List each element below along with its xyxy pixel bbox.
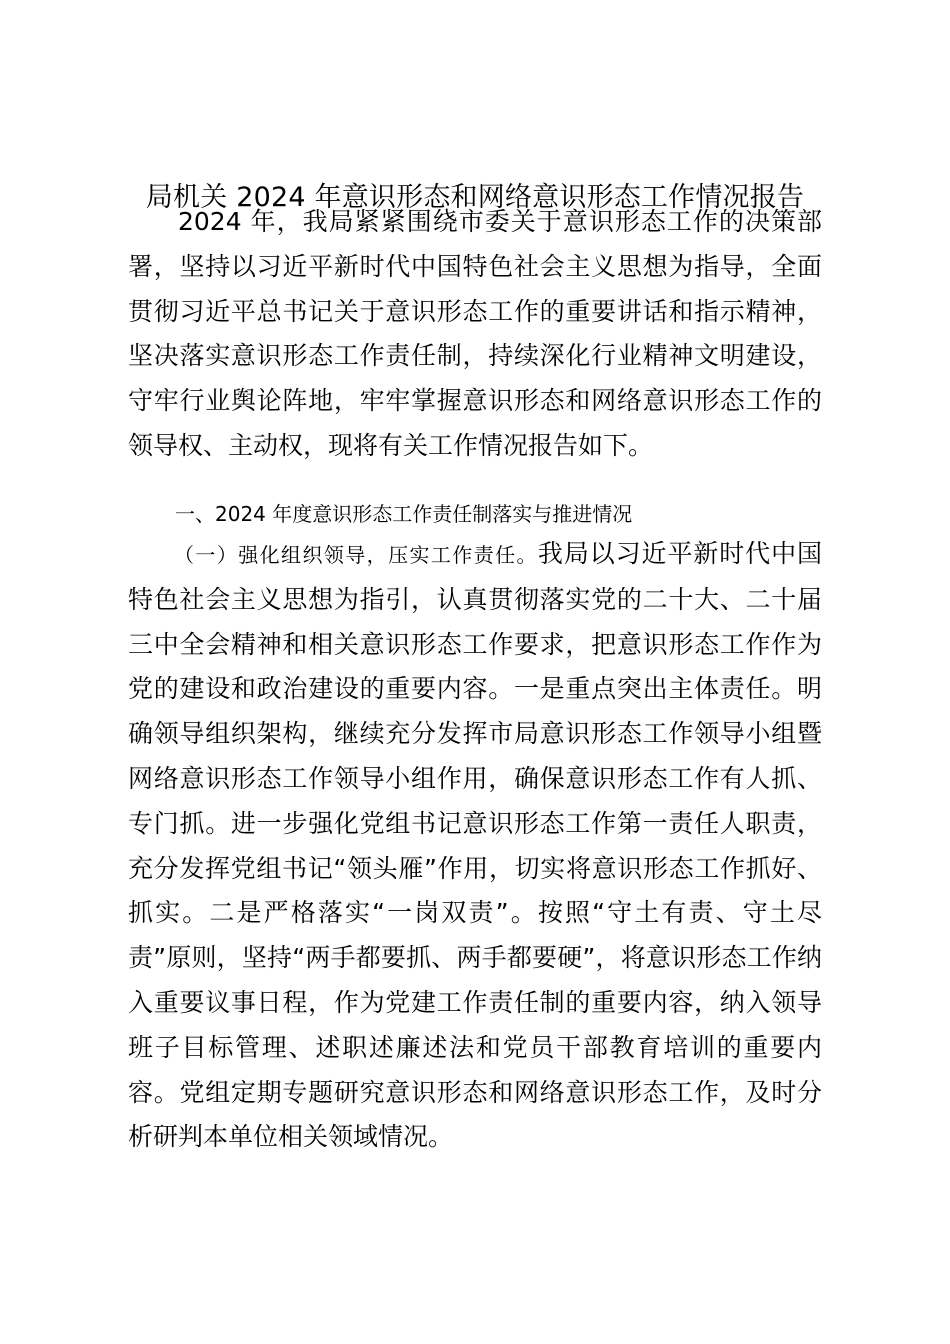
intro-paragraph: 2024 年，我局紧紧围绕市委关于意识形态工作的决策部署，坚持以习近平新时代中国特色社会主义思想为指导，全面贯彻习近平总书记关于意识形态工作的重要讲话和指示精神，坚决落实意识形态工作责任制，持续深化行业精神文明建设，守牢行业舆论阵地，牢牢掌握意识形态和网络意识形态工作的领导权、主动权，现将有关工作情况报告如下。 [128,207,822,460]
subsection-one-paragraph [128,532,822,1160]
subsection-one-body: 我局以习近平新时代中国特色社会主义思想为指引，认真贯彻落实党的二十大、二十届三中全会精神和相关意识形态工作要求，把意识形态工作作为党的建设和政治建设的重要内容。一是重点突出主体责任。明确领导组织架构，继续充分发挥市局意识形态工作领导小组暨网络意识形态工作领导小组作用，确保意识形态工作有人抓、专门抓。进一步强化党组书记意识形态工作第一责任人职责，充分发挥党组书记“领头雁”作用，切实将意识形态工作抓好、抓实。二是严格落实“一岗双责”。按照“守土有责、守土尽责”原则，坚持“两手都要抓、两手都要硬”，将意识形态工作纳入重要议事日程，作为党建工作责任制的重要内容，纳入领导班子目标管理、述职述廉述法和党员干部教育培训的重要内容。党组定期专题研究意识形态和网络意识形态工作，及时分析研判本单位相关领域情况。 [128,539,822,1152]
section-one-heading: 一、2024 年度意识形态工作责任制落实与推进情况 [175,502,633,526]
subsection-one-lead: （一）强化组织领导，压实工作责任。 [174,543,538,567]
document-title: 局机关 2024 年意识形态和网络意识形态工作情况报告 [145,182,805,213]
